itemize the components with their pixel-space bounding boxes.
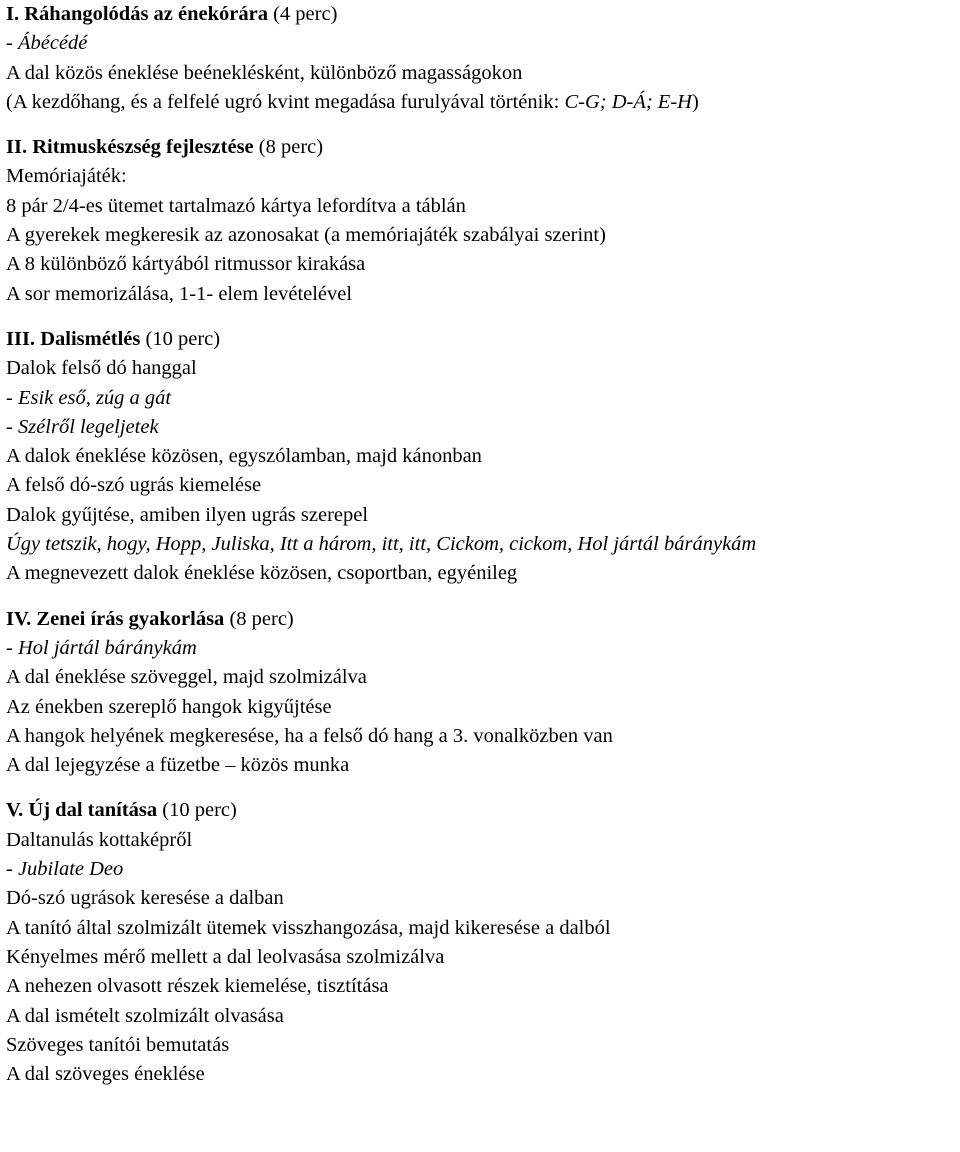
- section-2: [6, 133, 956, 309]
- text-line: [6, 88, 956, 117]
- text-prefix: (A kezdőhang, és a felfelé ugró kvint megadása furulyával történik:: [6, 90, 565, 113]
- lesson-plan-document: [6, 0, 956, 1089]
- section-title: Ráhangolódás az énekórára: [24, 3, 268, 25]
- text-line: Dalok felső dó hanggal: [6, 357, 197, 380]
- text-line: A tanító által szolmizált ütemek visszhangozása, majd kikeresése a dalból: [6, 916, 611, 939]
- notes-italic: C-G; D-Á; E-H: [564, 90, 692, 113]
- song-title: - Ábécédé: [6, 32, 88, 55]
- text-line: A dal közös éneklése beéneklésként, különböző magasságokon: [6, 61, 523, 84]
- text-line: A 8 különböző kártyából ritmussor kirakása: [6, 253, 366, 276]
- song-title: - Esik eső, zúg a gát: [6, 386, 172, 409]
- text-line: 8 pár 2/4-es ütemet tartalmazó kártya lefordítva a táblán: [6, 194, 466, 217]
- section-heading: [6, 133, 956, 162]
- section-number: I.: [6, 3, 20, 25]
- text-line: Memóriajáték:: [6, 165, 127, 188]
- section-heading: [6, 796, 956, 825]
- section-1: [6, 0, 956, 117]
- section-number: V.: [6, 799, 24, 822]
- text-line: Az énekben szereplő hangok kigyűjtése: [6, 695, 332, 718]
- text-suffix: ): [691, 90, 699, 113]
- section-title: Zenei írás gyakorlása: [36, 607, 225, 630]
- section-duration: (8 perc): [258, 136, 324, 159]
- section-duration: (10 perc): [145, 327, 221, 350]
- section-number: III.: [6, 327, 36, 350]
- song-title: - Szélről legeljetek: [6, 415, 159, 438]
- text-line: A nehezen olvasott részek kiemelése, tisztítása: [6, 975, 389, 998]
- section-3: [6, 325, 956, 589]
- text-line: A felső dó-szó ugrás kiemelése: [6, 474, 262, 497]
- section-heading: [6, 605, 956, 634]
- section-title: Új dal tanítása: [28, 799, 158, 822]
- text-line: Dalok gyűjtése, amiben ilyen ugrás szerepel: [6, 503, 369, 526]
- section-title: Dalismétlés: [40, 327, 141, 350]
- text-line: Szöveges tanítói bemutatás: [6, 1033, 230, 1056]
- text-line: A dal szöveges éneklése: [6, 1063, 205, 1086]
- text-line: A hangok helyének megkeresése, ha a felső dó hang a 3. vonalközben van: [6, 724, 613, 747]
- text-line: A dal lejegyzése a füzetbe – közös munka: [6, 754, 350, 777]
- section-4: [6, 605, 956, 781]
- text-line: Dó-szó ugrások keresése a dalban: [6, 887, 284, 910]
- song-list: Úgy tetszik, hogy, Hopp, Juliska, Itt a három, itt, itt, Cickom, cickom, Hol jártál báránykám: [6, 533, 757, 556]
- song-title: - Hol jártál báránykám: [6, 636, 197, 659]
- section-heading: [6, 325, 956, 354]
- section-heading: [6, 0, 956, 29]
- text-line: A dal ismételt szolmizált olvasása: [6, 1004, 284, 1027]
- section-duration: (4 perc): [273, 3, 338, 25]
- section-number: II.: [6, 136, 28, 159]
- section-title: Ritmuskészség fejlesztése: [32, 136, 254, 159]
- text-line: Daltanulás kottaképről: [6, 828, 193, 851]
- section-duration: (10 perc): [162, 799, 237, 822]
- text-line: A gyerekek megkeresik az azonosakat (a memóriajáték szabályai szerint): [6, 224, 606, 247]
- song-title: - Jubilate Deo: [6, 858, 124, 881]
- section-5: [6, 796, 956, 1089]
- text-line: Kényelmes mérő mellett a dal leolvasása szolmizálva: [6, 945, 445, 968]
- section-number: IV.: [6, 607, 32, 630]
- text-line: A sor memorizálása, 1-1- elem levételével: [6, 282, 353, 305]
- text-line: A dal éneklése szöveggel, majd szolmizálva: [6, 666, 367, 689]
- text-line: A megnevezett dalok éneklése közösen, csoportban, egyénileg: [6, 562, 518, 585]
- text-line: A dalok éneklése közösen, egyszólamban, majd kánonban: [6, 445, 482, 468]
- section-duration: (8 perc): [229, 607, 294, 630]
